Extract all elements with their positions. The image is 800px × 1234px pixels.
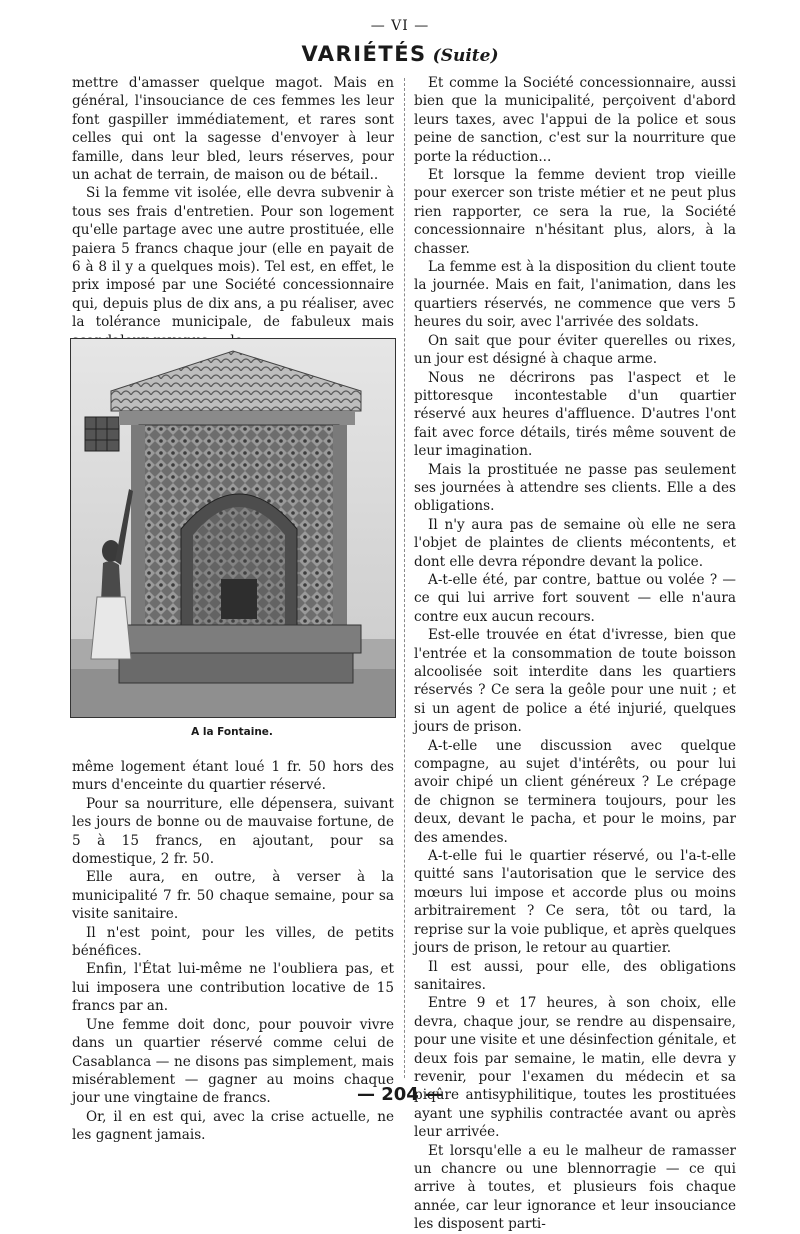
paragraph: Une femme doit donc, pour pouvoir vivre dans un quartier réservé comme celui de Casablanca — ne disons pas simplement, mais misérablement — gagner au moins chaque jour une vingtaine de francs. [72, 1016, 394, 1107]
column-divider [404, 78, 406, 1078]
paragraph: même logement étant loué 1 fr. 50 hors des murs d'enceinte du quartier réservé. [72, 759, 394, 794]
figure-caption: A la Fontaine. [191, 726, 273, 738]
paragraph: mettre d'amasser quelque magot. Mais en général, l'insouciance de ces femmes les leur font gaspiller immédiatement, et rares sont celles qui ont la sagesse d'envoyer à leur famille, dans leur bled, leurs réserves, pour un achat de terrain, de maison ou de bétail.. [72, 75, 394, 184]
paragraph: A-t-elle une discussion avec quelque compagne, au sujet d'intérêts, ou pour lui avoir chipé un client généreux ? Le crépage de chignon se terminera toujours, pour les deux, devant le pacha, et pour le moins, par des amendes. [414, 737, 736, 846]
fountain-photograph [70, 338, 396, 718]
paragraph: Est-elle trouvée en état d'ivresse, bien que l'entrée et la consommation de toute boisson alcoolisée soit interdite dans les quartiers réservés ? Ce sera la geôle pour une nuit ; et si un agent de police a été injurié, quelques jours de prison. [414, 627, 736, 736]
paragraph: On sait que pour éviter querelles ou rixes, un jour est désigné à chaque arme. [414, 332, 736, 368]
paragraph: Et lorsque la femme devient trop vieille pour exercer son triste métier et ne peut plus rien rapporter, ce sera la rue, la Société concessionnaire n'hésitant plus, alors, à la chasser. [414, 167, 736, 257]
paragraph: Or, il en est qui, avec la crise actuelle, ne les gagnent jamais. [72, 1108, 394, 1144]
paragraph: Il n'y aura pas de semaine où elle ne sera l'objet de plaintes de clients mécontents, et dont elle devra répondre devant la police. [414, 516, 736, 570]
section-title: VARIÉTÉS [301, 42, 427, 66]
paragraph: La femme est à la disposition du client toute la journée. Mais en fait, l'animation, dans les quartiers réservés, ne commence que vers 5 heures du soir, avec l'arrivée des soldats. [414, 259, 736, 331]
fountain-illustration [71, 339, 395, 717]
roman-page-number: — VI — [370, 18, 430, 34]
section-header [0, 42, 800, 66]
paragraph: Si la femme vit isolée, elle devra subvenir à tous ses frais d'entretien. Pour son logement qu'elle partage avec une autre prostituée, elle paiera 5 francs chaque jour (elle en payait de 6 à 8 il y a quelques mois). Tel est, en effet, le prix imposé par une Société concessionnaire qui, depuis plus de dix ans, a pu réaliser, avec la tolérance municipale, de fabuleux mais [72, 185, 394, 331]
right-column [414, 74, 736, 1234]
left-column-top [72, 74, 394, 350]
paragraph: A-t-elle fui le quartier réservé, ou l'a-t-elle quitté sans l'autorisation que le service des mœurs lui impose et accorde plus ou moins arbitrairement ? Ce sera, tôt ou tard, la reprise sur la voie publique, et après quelques jours de prison, le retour au quartier. [414, 848, 736, 957]
paragraph: Il n'est point, pour les villes, de petits bénéfices. [72, 924, 394, 960]
paragraph: Et lorsqu'elle a eu le malheur de ramasser un chancre ou une blennorragie — ce qui arrive à toutes, et plusieurs fois chaque année, car leur ignorance et leur insouciance les disposent parti- [414, 1142, 736, 1233]
paragraph: Mais la prostituée ne passe pas seulement ses journées à attendre ses clients. Elle a des obligations. [414, 461, 736, 515]
page-number: — 204 — [356, 1084, 444, 1105]
paragraph: Pour sa nourriture, elle dépensera, suivant les jours de bonne ou de mauvaise fortune, de 5 à 15 francs, en ajoutant, pour sa domestique, 2 fr. 50. [72, 795, 394, 868]
paragraph: Enfin, l'État lui-même ne l'oubliera pas, et lui imposera une contribution locative de 15 francs par an. [72, 961, 394, 1015]
paragraph: Elle aura, en outre, à verser à la municipalité 7 fr. 50 chaque semaine, pour sa visite sanitaire. [72, 869, 394, 923]
paragraph: Et comme la Société concessionnaire, aussi bien que la municipalité, perçoivent d'abord leurs taxes, avec l'appui de la police et sous peine de sanction, c'est sur la nourriture que porte la réduction... [414, 75, 736, 165]
section-subtitle: (Suite) [432, 46, 499, 66]
paragraph: Il est aussi, pour elle, des obligations sanitaires. [414, 958, 736, 993]
paragraph: A-t-elle été, par contre, battue ou volée ? — ce qui lui arrive fort souvent — elle n'aura contre eux aucun recours. [414, 571, 736, 625]
paragraph: Entre 9 et 17 heures, à son choix, elle devra, chaque jour, se rendre au dispensaire, pour une visite et une désinfection génitale, et deux fois par semaine, le matin, elle devra y revenir, pour l'examen du médecin et sa piqûre antisyphilitique, toutes les prostituées ayant une syphilis contractée avant ou après leur arrivée. [414, 995, 736, 1141]
paragraph: Nous ne décrirons pas l'aspect et le pittoresque incontestable d'un quartier réservé aux heures d'affluence. D'autres l'ont fait avec force détails, tirés même souvent de leur imagination. [414, 369, 736, 460]
